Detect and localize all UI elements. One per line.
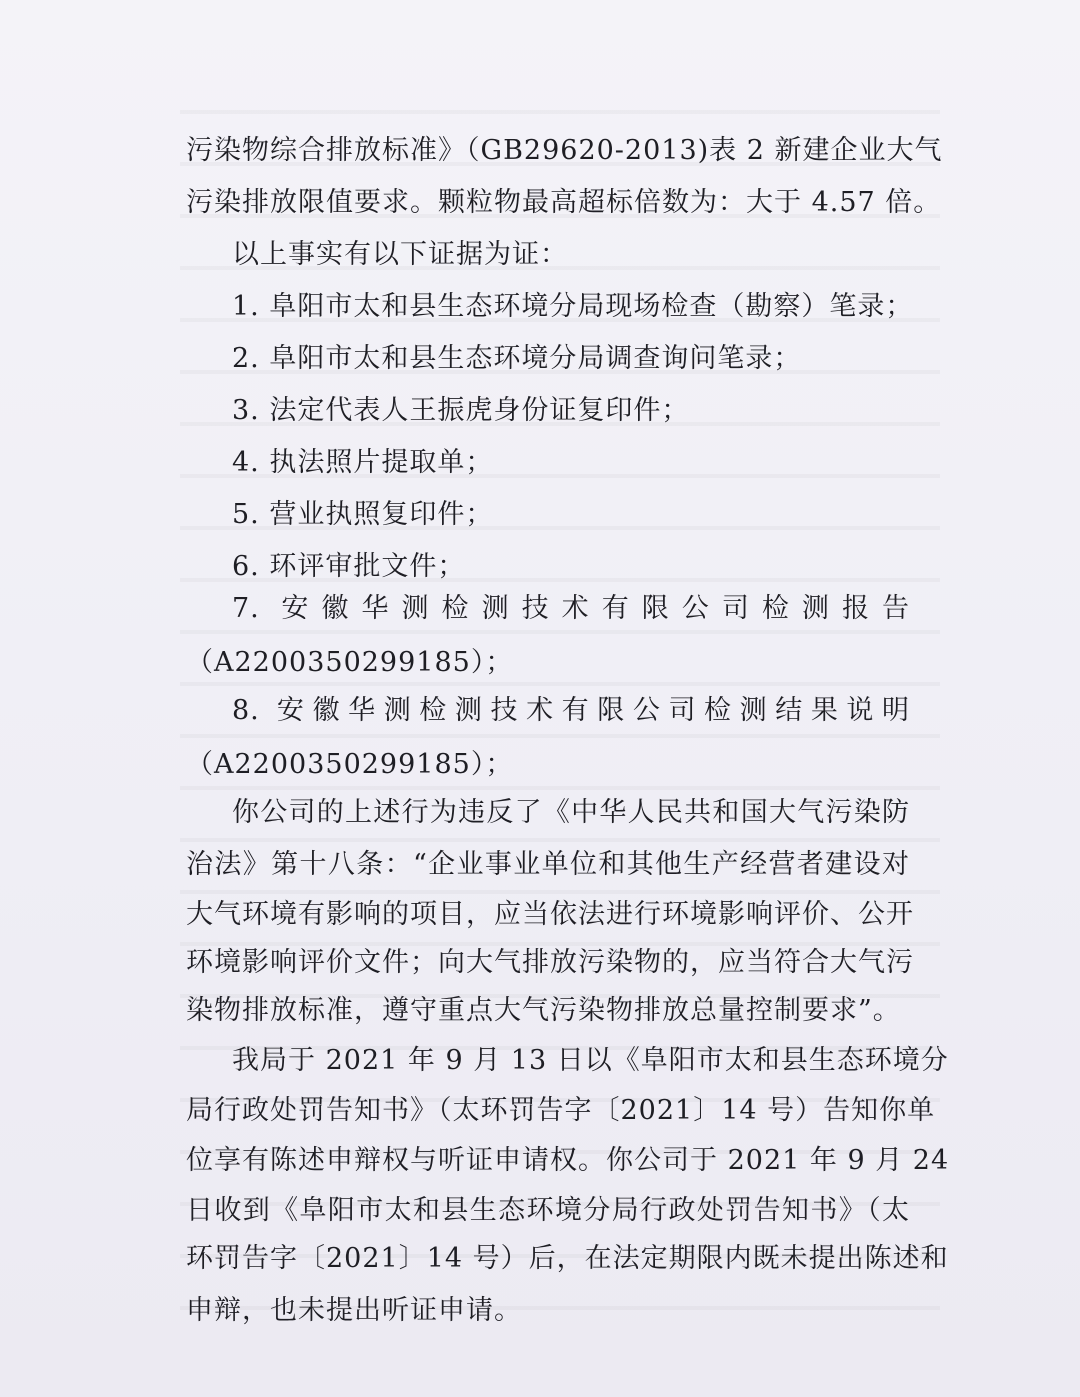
evidence-item: 8. 安徽华测检测技术有限公司检测结果说明	[232, 695, 910, 726]
evidence-item: 7. 安徽华测检测技术有限公司检测报告	[232, 593, 910, 624]
text-line: 局行政处罚告知书》（太环罚告字〔2021〕14 号）告知你单	[186, 1095, 936, 1126]
text-line: 日收到《阜阳市太和县生态环境分局行政处罚告知书》（太	[186, 1195, 910, 1226]
evidence-item: 4. 执法照片提取单；	[232, 447, 494, 478]
evidence-item: 1. 阜阳市太和县生态环境分局现场检查（勘察）笔录；	[232, 291, 914, 322]
text-line: 申辩，也未提出听证申请。	[186, 1295, 522, 1326]
text-line: 环境影响评价文件；向大气排放污染物的，应当符合大气污	[186, 947, 914, 978]
text-line: 污染排放限值要求。颗粒物最高超标倍数为：大于 4.57 倍。	[186, 187, 942, 218]
evidence-item: 6. 环评审批文件；	[232, 551, 466, 582]
text-line: 我局于 2021 年 9 月 13 日以《阜阳市太和县生态环境分	[232, 1045, 949, 1076]
text-line: 以上事实有以下证据为证：	[232, 239, 568, 270]
text-line: 治法》第十八条：“企业事业单位和其他生产经营者建设对	[186, 849, 910, 880]
text-line: 位享有陈述申辩权与听证申请权。你公司于 2021 年 9 月 24	[186, 1145, 950, 1176]
text-line: （A2200350299185）；	[186, 647, 514, 678]
evidence-item: 3. 法定代表人王振虎身份证复印件；	[232, 395, 690, 426]
evidence-item: 5. 营业执照复印件；	[232, 499, 494, 530]
text-line: 环罚告字〔2021〕14 号）后，在法定期限内既未提出陈述和	[186, 1243, 949, 1274]
text-line: （A2200350299185）；	[186, 749, 514, 780]
text-line: 染物排放标准，遵守重点大气污染物排放总量控制要求”。	[186, 995, 901, 1026]
text-line: 你公司的上述行为违反了《中华人民共和国大气污染防	[232, 797, 910, 828]
text-line: 大气环境有影响的项目，应当依法进行环境影响评价、公开	[186, 899, 914, 930]
text-line: 污染物综合排放标准》（GB29620-2013)表 2 新建企业大气	[186, 135, 943, 166]
evidence-item: 2. 阜阳市太和县生态环境分局调查询问笔录；	[232, 343, 802, 374]
